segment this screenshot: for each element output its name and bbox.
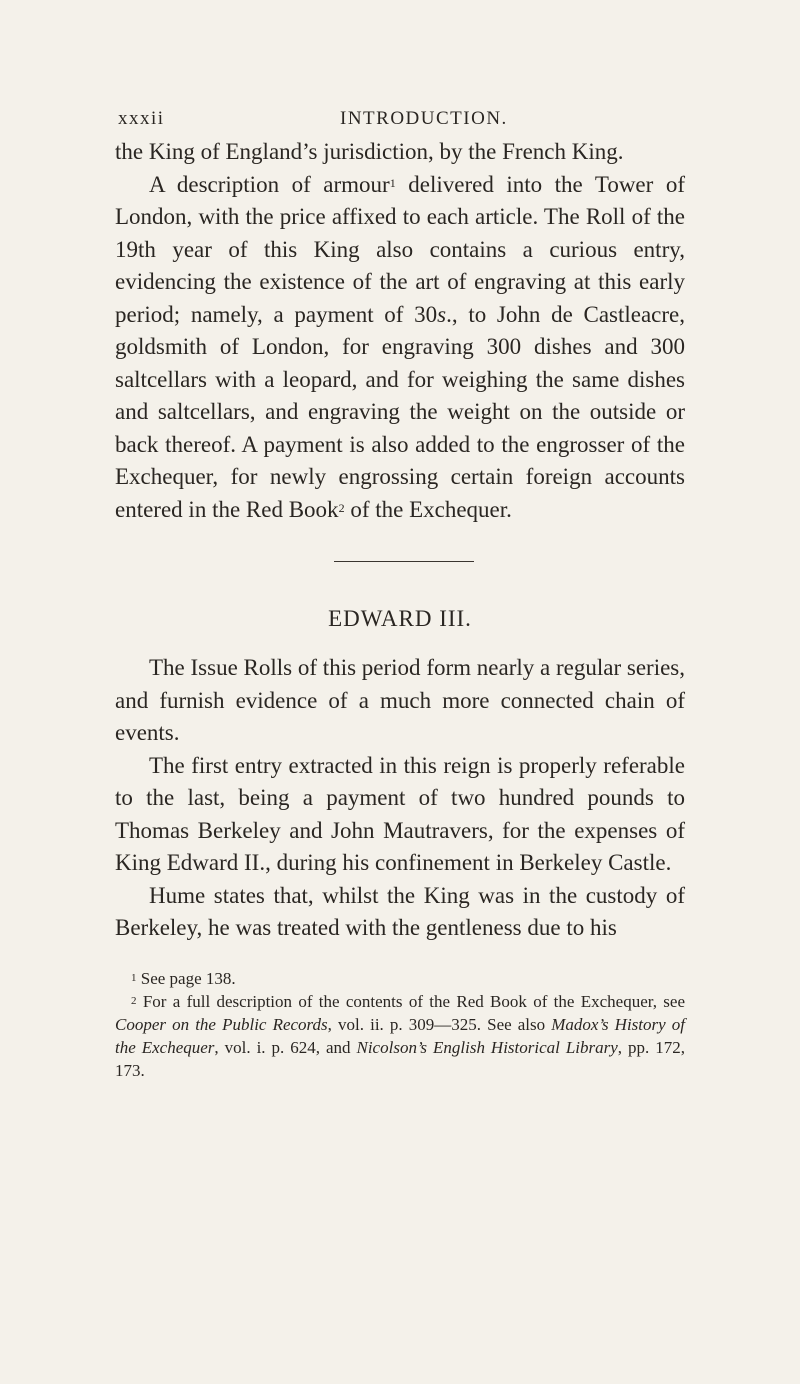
footnote-ref: 1 [389,175,396,190]
running-title: INTRODUCTION. [340,108,508,129]
footnote-text: For a full description of the contents of the Red Book of the Exchequer, see [142,991,685,1011]
footnote-2 [115,990,685,1082]
footnote-text: , pp. 172, 173. [115,1037,685,1080]
paragraph: The Issue Rolls of this period form nearly a regular series, and furnish evidence of a much more connected chain of events. [115,655,685,745]
text-run: ., to John de Castleacre, goldsmith of London, for engraving 300 dishes and 300 saltcellars with a leopard, and for weighing the same dishes and saltcellars, and engraving the weight on the outside or back thereof. A payment is also added to the engrosser of the Exchequer, for newly engrossing certain foreign accounts entered in the Red Book [115,301,685,522]
footnote-text: See page 138. [140,968,236,988]
footnote-mark: 2 [131,994,137,1007]
page-number: xxxii [118,108,165,129]
paragraph: the King of England’s jurisdiction, by the French King. [115,139,624,164]
footnote-text: , vol. ii. p. 309—325. See also [327,1014,552,1034]
paragraph: Hume states that, whilst the King was in the custody of Berkeley, he was treated with the gentleness due to his [115,882,685,940]
text-run: A description of armour [149,171,390,197]
footnote-1 [115,967,685,990]
footnotes [115,967,685,1082]
paragraph [115,169,685,527]
section-heading: EDWARD III. [328,606,472,631]
citation-title: Cooper on the Public Records [115,1014,328,1034]
citation-title: Nicolson’s English Historical Library [356,1037,618,1057]
citation-title: Madox’s History of the Exchequer [115,1014,685,1057]
running-head [115,100,685,136]
body-text-bottom [115,652,685,945]
footnote-mark: 1 [131,971,137,984]
footnote-text: , vol. i. p. 624, and [214,1037,357,1057]
footnote-ref: 2 [338,500,345,515]
body-text-top [115,136,685,526]
shillings-abbrev: s [437,301,447,327]
paragraph: The first entry extracted in this reign is properly referable to the last, being a payment of two hundred pounds to Thomas Berkeley and John Mautravers, for the expenses of King Edward II., during his confinement in Berkeley Castle. [115,752,685,875]
text-run: delivered into the Tower of London, with the price affixed to each article. The Roll of the 19th year of this King also contains a curious entry, evidencing the existence of the art of engraving at this early period; namely, a payment of 30 [115,171,685,327]
section-divider [334,561,474,562]
text-run: of the Exchequer. [344,496,512,522]
book-page [115,100,685,1082]
